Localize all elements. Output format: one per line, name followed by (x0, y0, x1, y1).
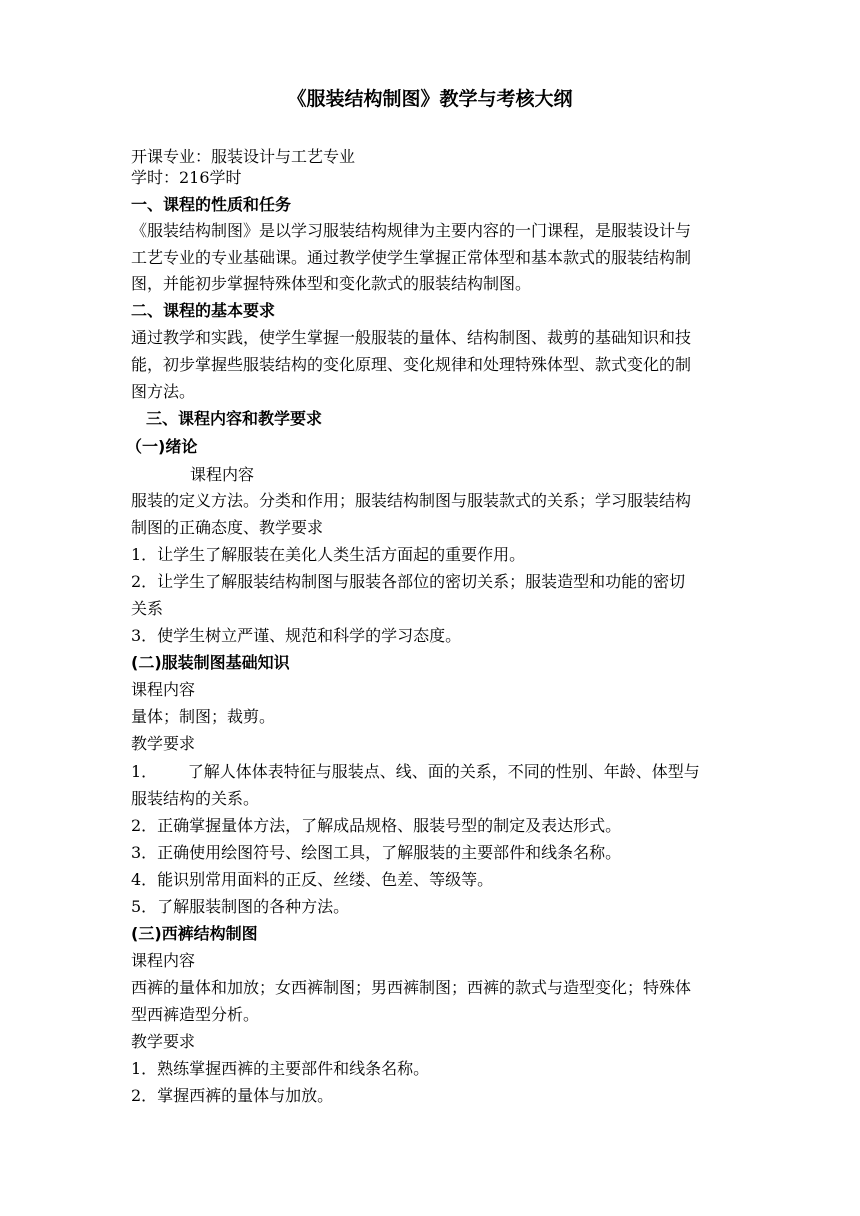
list-item: 2．让学生了解服装结构制图与服装各部位的密切关系；服装造型和功能的密切 (131, 572, 686, 591)
list-item-continuation: 关系 (131, 599, 164, 618)
list-item: 1． 了解人体体表特征与服装点、线、面的关系，不同的性别、年龄、体型与 (131, 762, 700, 781)
list-item: 5．了解服装制图的各种方法。 (131, 897, 350, 916)
course-content-label: 课程内容 (190, 465, 255, 484)
paragraph-line: 工艺专业的专业基础课。通过教学使学生掌握正常体型和基本款式的服装结构制 (131, 248, 692, 267)
list-item: 2．正确掌握量体方法，了解成品规格、服装号型的制定及表达形式。 (131, 816, 622, 835)
teaching-requirements-label: 教学要求 (131, 1032, 196, 1051)
teaching-requirements-label: 教学要求 (131, 734, 196, 753)
course-major-line: 开课专业：服装设计与工艺专业 (131, 147, 356, 166)
list-item: 3．使学生树立严谨、规范和科学的学习态度。 (131, 626, 462, 645)
paragraph-line: 服装的定义方法。分类和作用；服装结构制图与服装款式的关系；学习服装结构 (131, 491, 692, 510)
course-content-label: 课程内容 (131, 951, 196, 970)
list-item: 4．能识别常用面料的正反、丝缕、色差、等级等。 (131, 870, 494, 889)
section-heading-2: 二、课程的基本要求 (131, 301, 276, 320)
paragraph-line: 图，并能初步掌握特殊体型和变化款式的服装结构制图。 (131, 274, 532, 293)
subsection-heading-3: (三)西裤结构制图 (131, 924, 258, 943)
course-hours-line: 学时：216学时 (131, 168, 242, 187)
subsection-heading-1: （一)绪论 (126, 437, 198, 456)
list-item: 1．熟练掌握西裤的主要部件和线条名称。 (131, 1059, 430, 1078)
subsection-heading-2: (二)服装制图基础知识 (131, 653, 290, 672)
paragraph-line: 型西裤造型分析。 (131, 1005, 260, 1024)
paragraph-line: 图方法。 (131, 382, 196, 401)
list-item: 1．让学生了解服装在美化人类生活方面起的重要作用。 (131, 545, 526, 564)
paragraph-line: 西裤的量体和加放；女西裤制图；男西裤制图；西裤的款式与造型变化；特殊体 (131, 978, 692, 997)
course-content-label: 课程内容 (131, 680, 196, 699)
document-title: 《服装结构制图》教学与考核大纲 (287, 88, 573, 110)
list-item: 2．掌握西裤的量体与加放。 (131, 1086, 334, 1105)
section-heading-3: 三、课程内容和教学要求 (146, 409, 323, 428)
paragraph-line: 量体；制图；裁剪。 (131, 707, 276, 726)
paragraph-line: 制图的正确态度、教学要求 (131, 518, 324, 537)
paragraph-line: 能，初步掌握些服装结构的变化原理、变化规律和处理特殊体型、款式变化的制 (131, 355, 692, 374)
list-item-continuation: 服装结构的关系。 (131, 789, 260, 808)
list-item: 3．正确使用绘图符号、绘图工具，了解服装的主要部件和线条名称。 (131, 843, 622, 862)
section-heading-1: 一、课程的性质和任务 (131, 195, 292, 214)
paragraph-line: 《服装结构制图》是以学习服装结构规律为主要内容的一门课程，是服装设计与 (131, 221, 692, 240)
paragraph-line: 通过教学和实践，使学生掌握一般服装的量体、结构制图、裁剪的基础知识和技 (131, 328, 692, 347)
